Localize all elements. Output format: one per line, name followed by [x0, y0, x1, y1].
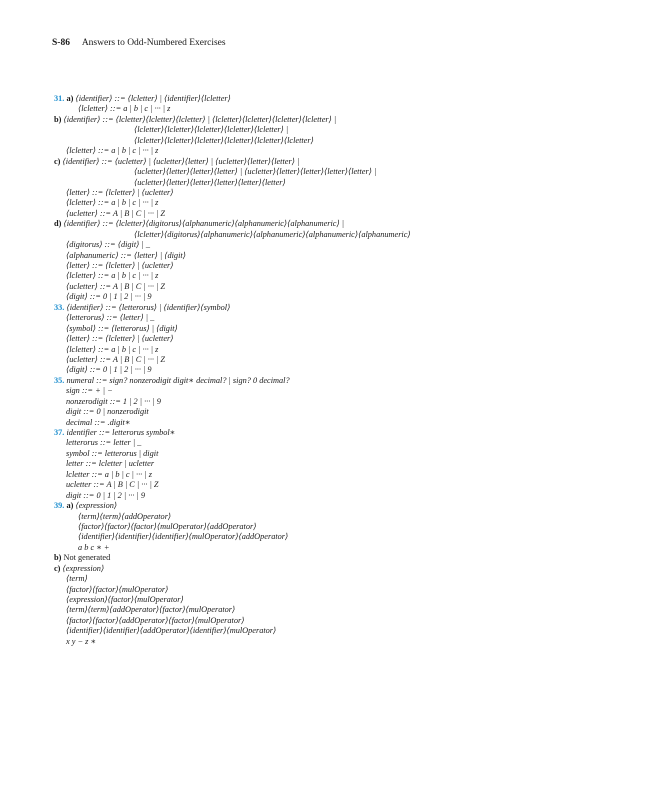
answer-text: decimal ::= .digit∗ [66, 417, 131, 427]
answer-text: ⟨identifier⟩⟨identifier⟩⟨addOperator⟩⟨identifier⟩⟨mulOperator⟩ [66, 626, 277, 636]
answer-text: letter ::= lcletter | ucletter [66, 459, 155, 469]
answer-line [54, 616, 614, 626]
answer-text: a b c ∗ + [78, 542, 110, 552]
answer-line [54, 564, 614, 574]
answer-line [54, 449, 614, 459]
answer-text: ⟨lcletter⟩⟨lcletter⟩⟨lcletter⟩⟨lcletter⟩⟨lcletter⟩⟨lcletter⟩ [134, 135, 314, 145]
answer-text: ⟨factor⟩⟨factor⟩⟨addOperator⟩⟨factor⟩⟨mulOperator⟩ [66, 615, 245, 625]
answer-text: ⟨term⟩⟨term⟩⟨addOperator⟩⟨factor⟩⟨mulOperator⟩ [66, 605, 236, 615]
answer-text: ⟨alphanumeric⟩ ::= ⟨letter⟩ | ⟨digit⟩ [66, 250, 186, 260]
answer-line [54, 438, 614, 448]
answer-text: ⟨identifier⟩ ::= ⟨lcletter⟩ | ⟨identifier⟩⟨lcletter⟩ [75, 94, 231, 103]
answer-line [54, 209, 614, 219]
answer-text: ⟨symbol⟩ ::= ⟨letterorus⟩ | ⟨digit⟩ [66, 323, 178, 333]
answer-line [54, 491, 614, 501]
answer-line [54, 271, 614, 281]
answer-text: ⟨digitorus⟩ ::= ⟨digit⟩ | _ [66, 240, 150, 250]
exercise-number: 31. [54, 94, 65, 103]
answer-line [54, 512, 614, 522]
part-label: c) [54, 156, 61, 166]
answer-text: ⟨expression⟩ [75, 501, 118, 511]
answer-line [54, 501, 614, 511]
answer-line [54, 386, 614, 396]
answer-text: ⟨letter⟩ ::= ⟨lcletter⟩ | ⟨ucletter⟩ [66, 261, 174, 270]
answer-line [54, 313, 614, 323]
answer-line [54, 553, 614, 563]
exercise-number: 35. [54, 375, 65, 385]
answer-line [54, 532, 614, 542]
answer-text: ⟨expression⟩⟨factor⟩⟨mulOperator⟩ [66, 595, 184, 604]
answer-line [54, 104, 614, 114]
part-label: d) [54, 219, 62, 229]
answer-line [54, 146, 614, 156]
answer-text: Not generated [63, 553, 111, 563]
answer-line [54, 188, 614, 198]
answer-line [54, 543, 614, 553]
answer-text: letterorus ::= letter | _ [66, 438, 142, 448]
answer-line [54, 574, 614, 584]
answer-text: ⟨identifier⟩ ::= ⟨ucletter⟩ | ⟨ucletter⟩⟨letter⟩ | ⟨ucletter⟩⟨letter⟩⟨letter⟩ | [62, 156, 300, 166]
exercise-number: 39. [54, 501, 65, 511]
part-label: b) [54, 114, 62, 124]
running-title: Answers to Odd-Numbered Exercises [81, 38, 226, 48]
answer-line [54, 637, 614, 647]
answer-line [54, 355, 614, 365]
answer-line [54, 251, 614, 261]
answer-line [54, 585, 614, 595]
answer-line [54, 470, 614, 480]
answer-line [54, 178, 614, 188]
part-label: c) [54, 563, 61, 573]
answer-line [54, 418, 614, 428]
answer-line [54, 407, 614, 417]
answer-line [54, 324, 614, 334]
answer-line [54, 240, 614, 250]
answer-line [54, 365, 614, 375]
answer-text: digit ::= 0 | nonzerodigit [66, 407, 149, 417]
answer-text: ⟨ucletter⟩ ::= A | B | C | ··· | Z [66, 354, 166, 364]
answer-line [54, 261, 614, 271]
part-label: b) [54, 553, 62, 563]
answer-line [54, 376, 614, 386]
answer-line [54, 125, 614, 135]
answer-text: ⟨factor⟩⟨factor⟩⟨factor⟩⟨mulOperator⟩⟨addOperator⟩ [78, 521, 257, 531]
answers-body [54, 94, 614, 647]
answer-text: ⟨lcletter⟩ ::= a | b | c | ··· | z [78, 104, 171, 114]
answer-line [54, 157, 614, 167]
answer-text: ⟨lcletter⟩ ::= a | b | c | ··· | z [66, 146, 159, 156]
answer-line [54, 595, 614, 605]
answer-text: identifier ::= letterorus symbol∗ [66, 428, 176, 437]
answer-line [54, 397, 614, 407]
part-label: a) [66, 94, 74, 103]
answer-line [54, 282, 614, 292]
answer-text: ⟨letterorus⟩ ::= ⟨letter⟩ | _ [66, 313, 155, 323]
answer-line [54, 136, 614, 146]
answer-text: ⟨lcletter⟩⟨lcletter⟩⟨lcletter⟩⟨lcletter⟩⟨lcletter⟩ | [134, 125, 289, 135]
answer-text: ⟨ucletter⟩⟨letter⟩⟨letter⟩⟨letter⟩ | ⟨ucletter⟩⟨letter⟩⟨letter⟩⟨letter⟩⟨letter⟩ | [134, 167, 377, 177]
exercise-number: 33. [54, 302, 65, 312]
answer-line [54, 230, 614, 240]
answer-text: numeral ::= sign? nonzerodigit digit∗ decimal? | sign? 0 decimal? [66, 375, 290, 385]
answer-text: ⟨letter⟩ ::= ⟨lcletter⟩ | ⟨ucletter⟩ [66, 187, 174, 197]
answer-line [54, 219, 614, 229]
answer-line [54, 334, 614, 344]
answer-text: ⟨factor⟩⟨factor⟩⟨mulOperator⟩ [66, 584, 169, 594]
answer-text: ⟨ucletter⟩ ::= A | B | C | ··· | Z [66, 208, 166, 218]
answer-line [54, 605, 614, 615]
answer-line [54, 303, 614, 313]
answer-text: nonzerodigit ::= 1 | 2 | ··· | 9 [66, 396, 161, 406]
answer-line [54, 292, 614, 302]
answer-text: ⟨lcletter⟩ ::= a | b | c | ··· | z [66, 271, 159, 281]
answer-text: ucletter ::= A | B | C | ··· | Z [66, 480, 159, 490]
exercise-number: 37. [54, 428, 65, 437]
answer-line [54, 94, 614, 104]
answer-text: lcletter ::= a | b | c | ··· | z [66, 469, 152, 479]
answer-text: ⟨term⟩⟨term⟩⟨addOperator⟩ [78, 511, 172, 521]
answer-text: ⟨identifier⟩ ::= ⟨lcletter⟩⟨lcletter⟩⟨lcletter⟩ | ⟨lcletter⟩⟨lcletter⟩⟨lcletter⟩⟨lcletter⟩ | [63, 114, 337, 124]
answer-line [54, 428, 614, 438]
answer-text: ⟨identifier⟩⟨identifier⟩⟨identifier⟩⟨mulOperator⟩⟨addOperator⟩ [78, 532, 289, 542]
answer-line [54, 626, 614, 636]
answer-text: ⟨lcletter⟩⟨digitorus⟩⟨alphanumeric⟩⟨alphanumeric⟩⟨alphanumeric⟩⟨alphanumeric⟩ [134, 229, 411, 239]
answer-text: digit ::= 0 | 1 | 2 | ··· | 9 [66, 490, 146, 500]
answer-line [54, 167, 614, 177]
answer-line [54, 198, 614, 208]
answer-text: ⟨expression⟩ [62, 563, 105, 573]
answer-text: ⟨identifier⟩ ::= ⟨letterorus⟩ | ⟨identifier⟩⟨symbol⟩ [66, 302, 231, 312]
answer-text: ⟨identifier⟩ ::= ⟨lcletter⟩⟨digitorus⟩⟨alphanumeric⟩⟨alphanumeric⟩⟨alphanumeric⟩ | [63, 219, 345, 229]
answer-text: ⟨ucletter⟩⟨letter⟩⟨letter⟩⟨letter⟩⟨letter⟩⟨letter⟩ [134, 177, 286, 187]
answer-line [54, 459, 614, 469]
page-number: S-86 [52, 38, 70, 48]
page-header [52, 38, 226, 48]
answer-text: sign ::= + | − [66, 386, 113, 396]
part-label: a) [66, 501, 74, 511]
answer-line [54, 345, 614, 355]
answer-text: ⟨letter⟩ ::= ⟨lcletter⟩ | ⟨ucletter⟩ [66, 334, 174, 344]
answer-line [54, 115, 614, 125]
answer-text: ⟨lcletter⟩ ::= a | b | c | ··· | z [66, 344, 159, 354]
answer-text: symbol ::= letterorus | digit [66, 448, 159, 458]
answer-text: ⟨term⟩ [66, 574, 88, 584]
answer-text: ⟨lcletter⟩ ::= a | b | c | ··· | z [66, 198, 159, 208]
answer-text: ⟨digit⟩ ::= 0 | 1 | 2 | ··· | 9 [66, 365, 152, 375]
answer-text: x y − z ∗ [66, 636, 97, 646]
answer-line [54, 480, 614, 490]
answer-text: ⟨ucletter⟩ ::= A | B | C | ··· | Z [66, 281, 166, 291]
answer-text: ⟨digit⟩ ::= 0 | 1 | 2 | ··· | 9 [66, 292, 152, 302]
answer-line [54, 522, 614, 532]
